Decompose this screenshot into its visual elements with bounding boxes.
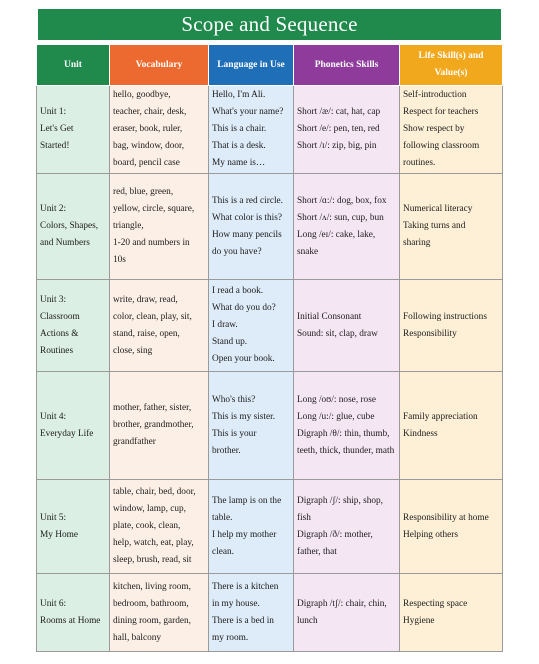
table-row [37,574,503,652]
phonetics-cell: Short /æ/: cat, hat, cap Short /e/: pen, ten, red Short /ɪ/: zip, big, pin [294,86,400,174]
language-cell: There is a kitchen in my house. There is a bed in my room. [209,574,294,652]
vocabulary-cell: table, chair, bed, door, window, lamp, cup, plate, cook, clean, help, watch, eat, play, sleep, brush, read, sit [110,480,209,574]
vocabulary-cell: write, draw, read, color, clean, play, sit, stand, raise, open, close, sing [110,280,209,372]
phonetics-cell: Initial Consonant Sound: sit, clap, draw [294,280,400,372]
header-unit: Unit [37,45,110,86]
language-cell: Hello, I'm Ali. What's your name? This is a chair. That is a desk. My name is… [209,86,294,174]
phonetics-cell: Short /ɑ:/: dog, box, fox Short /ʌ/: sun, cup, bun Long /eɪ/: cake, lake, snake [294,174,400,280]
language-cell: Who's this? This is my sister. This is your brother. [209,372,294,480]
table-row [37,280,503,372]
vocabulary-cell: red, blue, green, yellow, circle, square, triangle, 1-20 and numbers in 10s [110,174,209,280]
table-row [37,174,503,280]
page-title: Scope and Sequence [38,9,501,40]
vocabulary-cell: hello, goodbye, teacher, chair, desk, eraser, book, ruler, bag, window, door, board, pencil case [110,86,209,174]
life-skills-cell: Responsibility at home Helping others [400,480,503,574]
table-row [37,86,503,174]
phonetics-cell: Long /oʊ/: nose, rose Long /u:/: glue, cube Digraph /θ/: thin, thumb, teeth, thick, thunder, math [294,372,400,480]
unit-cell: Unit 4: Everyday Life [37,372,110,480]
unit-cell: Unit 6: Rooms at Home [37,574,110,652]
header-vocabulary: Vocabulary [110,45,209,86]
header-phonetics-skills: Phonetics Skills [294,45,400,86]
unit-cell: Unit 2: Colors, Shapes, and Numbers [37,174,110,280]
vocabulary-cell: mother, father, sister, brother, grandmother, grandfather [110,372,209,480]
vocabulary-cell: kitchen, living room, bedroom, bathroom, dining room, garden, hall, balcony [110,574,209,652]
unit-cell: Unit 5: My Home [37,480,110,574]
life-skills-cell: Respecting space Hygiene [400,574,503,652]
table-row [37,480,503,574]
language-cell: The lamp is on the table. I help my mother clean. [209,480,294,574]
life-skills-cell: Following instructions Responsibility [400,280,503,372]
header-language-in-use: Language in Use [209,45,294,86]
language-cell: This is a red circle. What color is this? How many pencils do you have? [209,174,294,280]
phonetics-cell: Digraph /ʃ/: ship, shop, fish Digraph /ð/: mother, father, that [294,480,400,574]
header-row [37,45,503,86]
unit-cell: Unit 1: Let's Get Started! [37,86,110,174]
life-skills-cell: Self-introduction Respect for teachers Show respect by following classroom routines. [400,86,503,174]
unit-cell: Unit 3: Classroom Actions & Routines [37,280,110,372]
life-skills-cell: Family appreciation Kindness [400,372,503,480]
scope-table [36,44,503,652]
phonetics-cell: Digraph /tʃ/: chair, chin, lunch [294,574,400,652]
table-row [37,372,503,480]
language-cell: I read a book. What do you do? I draw. Stand up. Open your book. [209,280,294,372]
life-skills-cell: Numerical literacy Taking turns and sharing [400,174,503,280]
header-life-skills: Life Skill(s) and Value(s) [400,45,503,86]
